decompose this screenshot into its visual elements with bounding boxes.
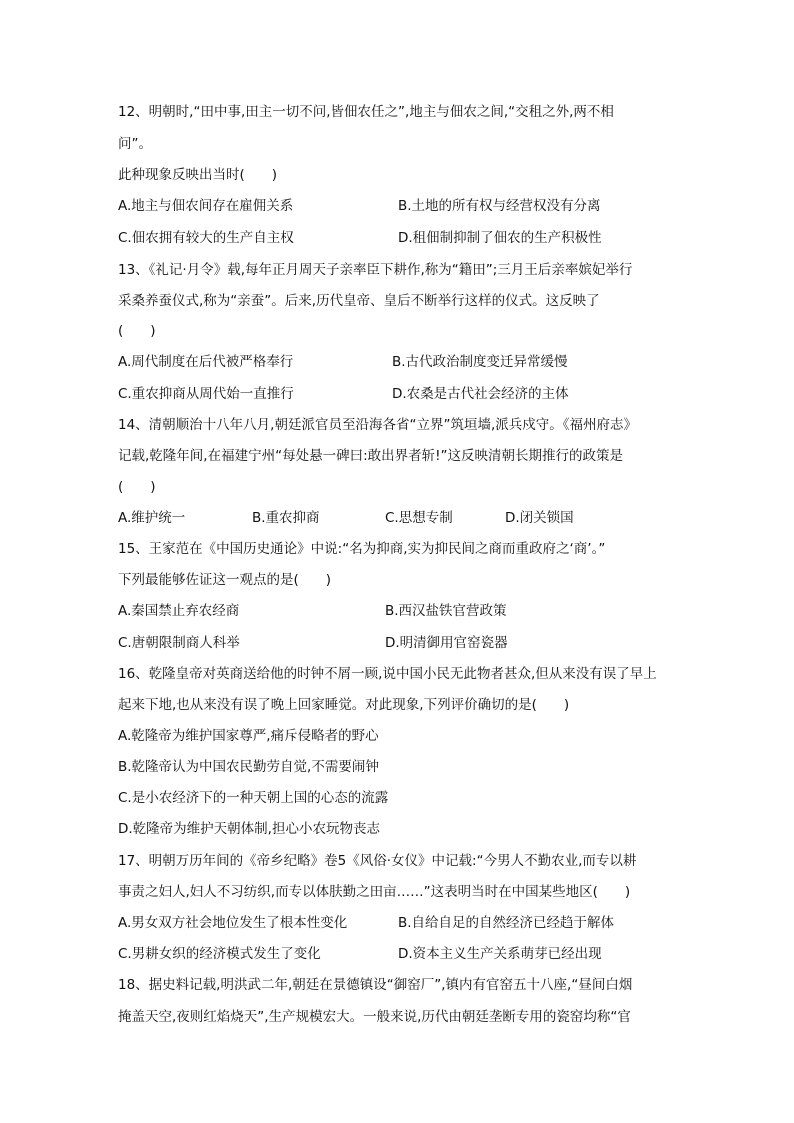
question-15-option-c[interactable]: C.唐朝限制商人科举: [118, 635, 240, 651]
question-13-option-a[interactable]: A.周代制度在后代被严格奉行: [118, 354, 294, 370]
question-14-stem-line-1: 14、清朝顺治十八年八月,朝廷派官员至沿海各省“立界”筑垣墙,派兵戍守。《福州府志》: [118, 417, 637, 433]
question-14-stem-line-2: 记载,乾隆年间,在福建宁州“每处悬一碑曰:敢出界者斩!”这反映清朝长期推行的政策是: [118, 448, 624, 464]
question-14-option-a[interactable]: A.维护统一: [118, 510, 186, 526]
question-17-option-d[interactable]: D.资本主义生产关系萌芽已经出现: [398, 946, 602, 962]
question-15-prompt: 下列最能够佐证这一观点的是( ): [118, 572, 332, 588]
question-14-prompt: ( ): [118, 479, 156, 495]
question-13-prompt: ( ): [118, 323, 156, 339]
question-12-prompt: 此种现象反映出当时( ): [118, 167, 278, 183]
question-17-stem-line-1: 17、明朝万历年间的《帝乡纪略》卷5《风俗·女仪》中记载:“今男人不勤农业,而专以耕: [118, 853, 637, 869]
question-16-stem-line-2: 起来下地,也从来没有误了晚上回家睡觉。对此现象,下列评价确切的是( ): [118, 697, 570, 713]
question-16-option-d[interactable]: D.乾隆帝为维护天朝体制,担心小农玩物丧志: [118, 821, 380, 837]
question-12-option-d[interactable]: D.租佃制抑制了佃农的生产积极性: [398, 230, 602, 246]
question-16-stem-line-1: 16、乾隆皇帝对英商送给他的时钟不屑一顾,说中国小民无此物者甚众,但从来没有误了早上: [118, 666, 657, 682]
question-14-option-d[interactable]: D.闭关锁国: [505, 510, 574, 526]
question-17-option-b[interactable]: B.自给自足的自然经济已经趋于解体: [398, 915, 615, 931]
question-12-option-c[interactable]: C.佃农拥有较大的生产自主权: [118, 230, 294, 246]
question-17-option-a[interactable]: A.男女双方社会地位发生了根本性变化: [118, 915, 348, 931]
question-13-stem-line-2: 采桑养蚕仪式,称为“亲蚕”。后来,历代皇帝、皇后不断举行这样的仪式。这反映了: [118, 293, 600, 309]
question-15-option-d[interactable]: D.明清御用官窑瓷器: [385, 635, 508, 651]
question-17-option-c[interactable]: C.男耕女织的经济模式发生了变化: [118, 946, 321, 962]
question-15-option-a[interactable]: A.秦国禁止弃农经商: [118, 603, 240, 619]
question-15-stem-line-1: 15、王家范在《中国历史通论》中说:“名为抑商,实为抑民间之商而重政府之‘商’。”: [118, 541, 606, 557]
question-13-option-c[interactable]: C.重农抑商从周代始一直推行: [118, 386, 294, 402]
question-12-stem-line-2: 问”。: [118, 136, 152, 152]
question-14-option-b[interactable]: B.重农抑商: [252, 510, 320, 526]
question-13-option-d[interactable]: D.农桑是古代社会经济的主体: [392, 386, 569, 402]
question-18-stem-line-2: 掩盖天空,夜则红焰烧天”,生产规模宏大。一般来说,历代由朝廷垄断专用的瓷窑均称“官: [118, 1009, 631, 1025]
question-16-option-b[interactable]: B.乾隆帝认为中国农民勤劳自觉,不需要闹钟: [118, 759, 379, 775]
question-17-stem-line-2: 事责之妇人,妇人不习纺织,而专以体肤勤之田亩……”这表明当时在中国某些地区( ): [118, 884, 631, 900]
question-13-option-b[interactable]: B.古代政治制度变迁异常缓慢: [392, 354, 568, 370]
question-12-option-a[interactable]: A.地主与佃农间存在雇佣关系: [118, 198, 294, 214]
question-14-option-c[interactable]: C.思想专制: [385, 510, 453, 526]
question-12-stem-line-1: 12、明朝时,“田中事,田主一切不问,皆佃农任之”,地主与佃农之间,“交租之外,两不相: [118, 104, 614, 120]
question-16-option-a[interactable]: A.乾隆帝为维护国家尊严,痛斥侵略者的野心: [118, 728, 379, 744]
question-16-option-c[interactable]: C.是小农经济下的一种天朝上国的心态的流露: [118, 790, 389, 806]
question-15-option-b[interactable]: B.西汉盐铁官营政策: [385, 603, 507, 619]
question-18-stem-line-1: 18、据史料记载,明洪武二年,朝廷在景德镇设“御窑厂”,镇内有官窑五十八座,“昼间白烟: [118, 977, 633, 993]
question-12-option-b[interactable]: B.土地的所有权与经营权没有分离: [398, 198, 601, 214]
question-13-stem-line-1: 13、《礼记·月令》载,每年正月周天子亲率臣下耕作,称为“籍田”;三月王后亲率嫔妃举行: [118, 262, 633, 278]
